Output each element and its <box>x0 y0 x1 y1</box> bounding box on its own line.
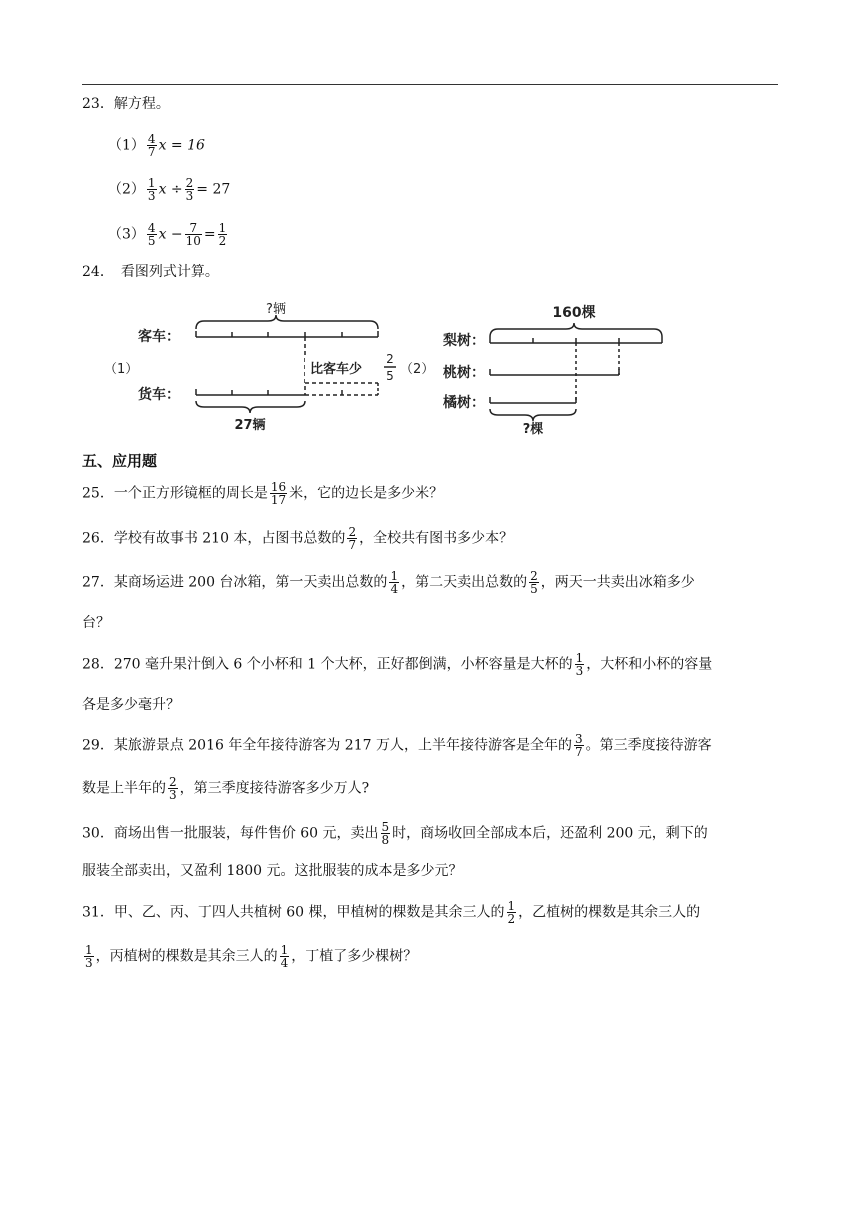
question-31-line2: $\frac{1}{3}$ ，丙植树的棵数是其余三人的 $\frac{1}{4}$ ，丁植了多少棵树？ <box>85 943 418 970</box>
equation-text: x − <box>158 226 183 243</box>
fraction: $\frac{3}{7}$ <box>574 732 583 759</box>
fraction: $\frac{4}{5}$ <box>147 221 156 248</box>
bottom-brace <box>196 401 305 413</box>
question-27-line2: 台？ <box>82 615 110 631</box>
question-30: 30．商场出售一批服装，每件售价 60 元，卖出 $\frac{5}{8}$ 时，商场收回全部成本后，还盈利 200 元，剩下的 <box>82 820 708 847</box>
item-label: （3） <box>108 226 145 243</box>
equation-2 <box>108 177 230 202</box>
equation-3 <box>108 222 229 247</box>
question-24-title: 24． 看图列式计算。 <box>82 264 219 280</box>
orange-row-label: 橘树： <box>443 395 485 411</box>
fraction: $\frac{1}{2}$ <box>218 221 227 248</box>
orange-count-label: ?棵 <box>522 422 544 437</box>
header-rule <box>82 84 778 85</box>
pear-total-label: 160棵 <box>552 305 596 321</box>
note-fraction-denominator: 5 <box>386 369 394 383</box>
bottom-brace <box>490 409 576 421</box>
fraction: $\frac{4}{7}$ <box>147 132 156 159</box>
fraction: $\frac{1}{3}$ <box>147 176 156 203</box>
diagram-1-label: （1） <box>104 362 139 377</box>
fraction: $\frac{2}{3}$ <box>185 176 194 203</box>
fraction: $\frac{1}{4}$ <box>280 943 289 970</box>
question-31: 31．甲、乙、丙、丁四人共植树 60 棵，甲植树的棵数是其余三人的 $\frac{1}{2}$ ，乙植树的棵数是其余三人的 <box>82 899 701 926</box>
note-fraction-numerator: 2 <box>386 352 394 366</box>
equation-text: x = 16 <box>158 137 205 154</box>
peach-row-label: 桃树： <box>443 365 485 381</box>
question-28: 28．270 毫升果汁倒入 6 个小杯和 1 个大杯，正好都倒满，小杯容量是大杯的 $\frac{1}{3}$ ，大杯和小杯的容量 <box>82 651 713 678</box>
question-26: 26．学校有故事书 210 本，占图书总数的 $\frac{2}{7}$ ，全校共有图书多少本？ <box>82 525 514 552</box>
equation-text: x ÷ <box>158 181 183 198</box>
pear-row-label: 梨树： <box>443 333 485 349</box>
top-brace <box>490 323 662 337</box>
diagrams <box>100 295 700 440</box>
fraction: $\frac{2}{3}$ <box>169 775 177 802</box>
item-label: （1） <box>108 137 145 154</box>
fraction: $\frac{1}{3}$ <box>85 943 93 970</box>
fraction: $\frac{5}{8}$ <box>381 820 390 847</box>
diagram-2 <box>400 304 662 437</box>
diagram-1 <box>104 302 396 433</box>
item-label: （2） <box>108 181 145 198</box>
section-heading: 五、应用题 <box>82 452 158 470</box>
truck-row-label: 货车： <box>138 387 180 403</box>
truck-count-label: 27辆 <box>234 418 266 433</box>
fraction: $\frac{1}{4}$ <box>390 569 399 596</box>
question-30-line2: 服装全部卖出，又盈利 1800 元。这批服装的成本是多少元？ <box>82 863 463 879</box>
fraction: $\frac{1}{2}$ <box>507 899 516 926</box>
question-28-line2: 各是多少毫升？ <box>82 697 180 713</box>
diagram-2-label: （2） <box>400 362 435 377</box>
question-23-title: 23．解方程。 <box>82 96 170 112</box>
fraction: $\frac{2}{7}$ <box>348 525 357 552</box>
question-29: 29．某旅游景点 2016 年全年接待游客为 217 万人，上半年接待游客是全年的 $\frac{3}{7}$ 。第三季度接待游客 <box>82 732 712 759</box>
bus-row-label: 客车： <box>138 329 180 345</box>
fraction: $\frac{2}{5}$ <box>530 569 538 596</box>
less-than-bus-note: 比客车少 <box>310 362 363 377</box>
top-brace <box>196 315 378 329</box>
fraction: $\frac{16}{17}$ <box>270 480 287 507</box>
equation-text: = 27 <box>196 181 231 198</box>
question-29-line2: 数是上半年的 $\frac{2}{3}$ ，第三季度接待游客多少万人? <box>82 775 370 802</box>
car-total-label: ?辆 <box>266 302 286 317</box>
equation-text: = <box>203 226 216 243</box>
question-27: 27．某商场运进 200 台冰箱，第一天卖出总数的 $\frac{1}{4}$ ，第二天卖出总数的 $\frac{2}{5}$ ，两天一共卖出冰箱多少 <box>82 569 695 596</box>
fraction: $\frac{7}{10}$ <box>185 221 201 248</box>
fraction: $\frac{1}{3}$ <box>575 651 584 678</box>
equation-1 <box>108 133 205 158</box>
question-25: 25．一个正方形镜框的周长是 $\frac{16}{17}$ 米，它的边长是多少米？ <box>82 480 444 507</box>
